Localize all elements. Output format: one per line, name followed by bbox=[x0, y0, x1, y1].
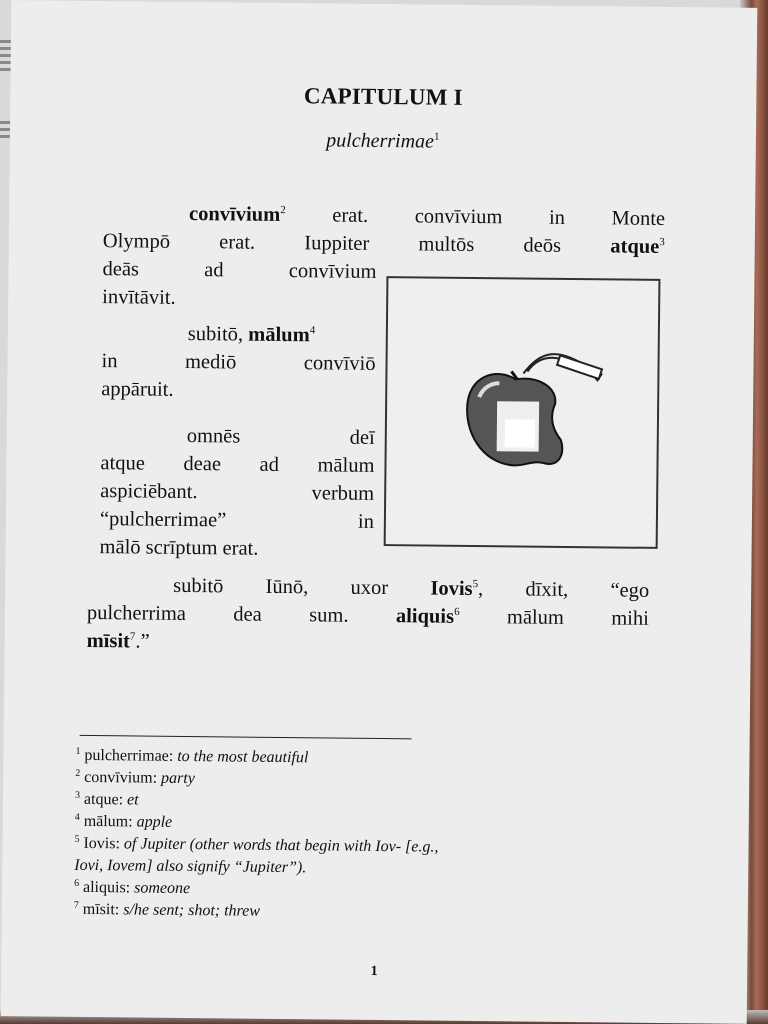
line-text: mālum mihi bbox=[459, 605, 649, 630]
footnote-number: 6 bbox=[74, 877, 80, 889]
paragraph-4 bbox=[86, 571, 649, 661]
footnote-ref: 5 bbox=[472, 578, 479, 591]
footnotes bbox=[74, 745, 636, 927]
footnote-term: aliquis: bbox=[82, 878, 131, 897]
line-text: aspiciēbant. verbum bbox=[100, 480, 375, 505]
text-line bbox=[86, 627, 648, 661]
bold-term: atque bbox=[610, 235, 660, 258]
text-line bbox=[102, 283, 376, 314]
text-line bbox=[100, 449, 374, 480]
line-text: .” bbox=[135, 630, 150, 653]
footnote-term: pulcherrimae: bbox=[84, 746, 174, 765]
footnote-term: mīsit: bbox=[82, 900, 120, 919]
footnote-gloss: s/he sent; shot; threw bbox=[119, 901, 261, 920]
footnote-ref: 2 bbox=[280, 204, 286, 217]
text-line bbox=[101, 421, 375, 452]
footnote-term: Iovis: bbox=[83, 834, 121, 853]
footnote-number: 2 bbox=[75, 767, 81, 779]
footnote bbox=[74, 899, 634, 927]
footnote-number: 3 bbox=[74, 789, 81, 801]
footnote-gloss: et bbox=[122, 791, 139, 809]
footnote-ref: 6 bbox=[454, 605, 460, 619]
line-text: in mediō convīviō bbox=[101, 350, 376, 375]
apple-icon bbox=[386, 278, 659, 547]
line-text: deās ad convīvium bbox=[102, 258, 377, 283]
footnote-term: convīvium: bbox=[84, 768, 158, 787]
line-text: “pulcherrimae” in bbox=[99, 508, 375, 533]
page-number: 1 bbox=[370, 963, 378, 980]
text-line bbox=[100, 477, 374, 508]
text-line bbox=[102, 255, 376, 286]
text-line bbox=[87, 599, 649, 633]
heading-footnote-ref: 1 bbox=[433, 130, 440, 143]
line-text: pulcherrima dea sum. bbox=[86, 601, 397, 628]
illustration-frame bbox=[384, 276, 661, 549]
footnote-gloss: someone bbox=[130, 879, 191, 898]
footnote-gloss: Iovi, Iovem] also signify “Jupiter”). bbox=[74, 856, 307, 877]
text-line bbox=[99, 533, 373, 564]
line-text: erat. convīvium in Monte bbox=[285, 204, 666, 230]
text-line bbox=[101, 375, 375, 406]
footnote-ref: 7 bbox=[129, 630, 136, 643]
footnote-number: 7 bbox=[73, 899, 79, 911]
bold-term: aliquis bbox=[395, 605, 455, 628]
footnote-gloss: to the most beautiful bbox=[173, 747, 309, 767]
line-text: subitō, bbox=[187, 322, 249, 346]
text-line bbox=[102, 319, 376, 350]
line-text: subitō Iūnō, uxor bbox=[173, 574, 431, 600]
paragraph-2 bbox=[101, 319, 376, 406]
footnote-ref: 4 bbox=[309, 324, 316, 337]
line-text: Olympō erat. Iuppiter multōs deōs bbox=[102, 230, 611, 258]
footnote-number: 1 bbox=[75, 745, 81, 757]
footnote-term: mālum: bbox=[83, 812, 133, 831]
book-page bbox=[1, 0, 758, 1024]
bold-term: mālum bbox=[248, 323, 310, 347]
footnote-gloss: apple bbox=[132, 813, 173, 831]
footnote-gloss: of Jupiter (other words that begin with Iov- [e.g., bbox=[119, 835, 439, 856]
chapter-heading bbox=[10, 126, 756, 157]
line-text: , dīxit, “ego bbox=[477, 578, 650, 602]
footnote-divider bbox=[80, 735, 412, 739]
heading-word: pulcherrimae bbox=[326, 129, 435, 153]
line-text: omnēs deī bbox=[186, 424, 375, 449]
footnote-number: 4 bbox=[74, 811, 80, 823]
line-text: invītāvit. bbox=[102, 286, 176, 309]
chapter-title: CAPITULUM I bbox=[303, 83, 463, 110]
text-line bbox=[101, 347, 375, 378]
footnote-gloss: party bbox=[157, 769, 195, 788]
bold-term: mīsit bbox=[86, 629, 131, 653]
bold-term: convīvium bbox=[188, 202, 281, 226]
line-text: appāruit. bbox=[101, 378, 174, 401]
line-text: mālō scrīptum erat. bbox=[99, 536, 259, 560]
footnote-ref: 3 bbox=[659, 236, 665, 249]
bold-term: Iovis bbox=[430, 577, 473, 600]
text-line bbox=[100, 505, 374, 536]
footnote-number: 5 bbox=[74, 833, 80, 845]
footnote-term: atque: bbox=[83, 790, 124, 809]
line-text: atque deae ad mālum bbox=[100, 452, 375, 477]
paragraph-3 bbox=[99, 421, 374, 564]
